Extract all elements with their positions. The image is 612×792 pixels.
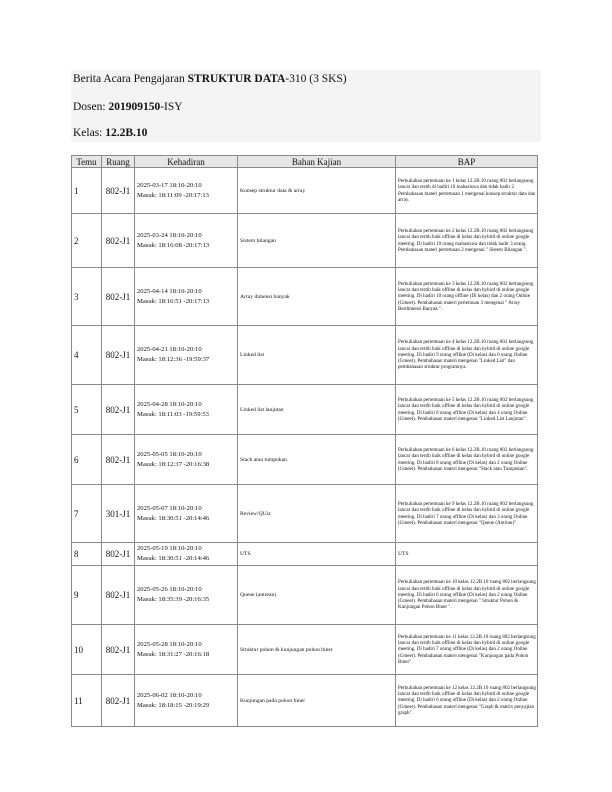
cell-kehadiran: [135, 625, 238, 675]
cell-bahan-kajian: Konsep struktur data & array: [238, 168, 396, 214]
table-row: [72, 435, 538, 485]
table-row: [72, 543, 538, 566]
table-row: [72, 268, 538, 326]
cell-bahan-kajian: Array dimensi banyak: [238, 268, 396, 326]
masuk-text: Masuk: 18:18:15 -20:19:29: [137, 701, 210, 709]
course-code: -310 (3 SKS): [285, 73, 347, 85]
cell-bap: Perkuliahan pertemuan ke 4 kelas 12.2B.10 ruang 802 berlangsung lancar dan tertib baik offline di kelas dan hybird di online google meeting. Di hadiri 9 orang offline (Di kelas) dan 0 orang Online (Gmeet). Pembahasan materi mengenai "Linked List" dan pembahasan struktur programnya.: [396, 326, 538, 385]
cell-bap: Perkuliahan pertemuan ke 5 kelas 12.2B.10 ruang 802 berlangsung lancar dan tertib baik offline di kelas dan hybird di online google meeting. Di hadiri 8 orang offline (Di kelas) dan 4 orang Online (Gmeet). Pembahasan materi mengenai "Linked List Lanjutan".: [396, 385, 538, 435]
cell-bap: Perkuliahan pertemuan ke 1 kelas 12.2B.10 ruang 802 berlangsung lancar dan tertib di hadiri 10 mahasiswa dan tidak hadir 2 Pembahasan materi pertemuan 1 mengenai konsep struktur data dan array.: [396, 168, 538, 214]
bap-table: [71, 155, 538, 727]
cell-bap: Perkuliahan pertemuan ke 12 kelas 12.2B.10 ruang 802 berlangsung lancar dan tertib baik offline di kelas dan hybird di online google meeting. Di hadiri 6 orang offline (Di kelas) dan 2 orang Online (Gmeet). Pembahasan materi mengenai "Graph & matrix penyajian graph".: [396, 675, 538, 727]
cell-bap: UTS: [396, 543, 538, 566]
cell-temu: 10: [72, 625, 102, 675]
jadwal-text: 2025-05-05 18:10-20:10: [137, 450, 202, 458]
table-row: [72, 625, 538, 675]
course-title-line: [73, 73, 347, 85]
lecturer-line: [73, 101, 183, 113]
title-prefix: Berita Acara Pengajaran: [73, 73, 188, 85]
jadwal-text: 2025-04-14 18:10-20:10: [137, 287, 202, 295]
cell-bahan-kajian: Linked list lanjutan: [238, 385, 396, 435]
cell-bahan-kajian: Review/QUiz: [238, 485, 396, 543]
cell-kehadiran: [135, 566, 238, 625]
cell-ruang: 802-J1: [102, 625, 135, 675]
jadwal-text: 2025-05-26 18:10-20:10: [137, 586, 202, 593]
jadwal-text: 2025-05-19 18:10-20:10: [137, 545, 202, 552]
jadwal-text: 2025-06-02 18:10-20:10: [137, 691, 202, 699]
cell-temu: 2: [72, 214, 102, 268]
dosen-label: Dosen:: [73, 101, 109, 113]
masuk-text: Masuk: 18:11:03 -19:59:53: [137, 410, 209, 418]
cell-bahan-kajian: Kunjungan pada pohon biner: [238, 675, 396, 727]
kelas-value: 12.2B.10: [105, 127, 148, 139]
cell-bap: Perkuliahan pertemuan ke 10 kelas 12.2B.10 ruang 802 berlangsung lancar dan tertib baik offline di kelas dan hybird di online google meeting. Di hadiri 6 orang offline (Di kelas) dan 2 orang Online (Gmeet). Pembahasan materi mengenai " Struktur Pohon & Kunjungan Pohon Biner ".: [396, 566, 538, 625]
table-row: [72, 675, 538, 727]
jadwal-text: 2025-04-21 18:10-20:10: [137, 346, 202, 353]
table-row: [72, 485, 538, 543]
dosen-suffix: -ISY: [160, 101, 183, 113]
cell-kehadiran: [135, 435, 238, 485]
col-header-temu: Temu: [72, 156, 102, 168]
cell-ruang: 802-J1: [102, 268, 135, 326]
cell-temu: 5: [72, 385, 102, 435]
cell-bahan-kajian: Sistem bilangan: [238, 214, 396, 268]
cell-ruang: 802-J1: [102, 566, 135, 625]
cell-temu: 4: [72, 326, 102, 385]
col-header-kehadiran: Kehadiran: [135, 156, 238, 168]
cell-bap: Perkuliahan pertemuan ke 9 kelas 12.2B.10 ruang 802 berlangsung lancar dan tertib baik offline di kelas dan hybird di online google meeting. Di hadiri 7 orang offline (Di kelas) dan 3 orang Online (Gmeet). Pembahasan materi mengenai "Queue (Antrian)".: [396, 485, 538, 543]
cell-kehadiran: [135, 385, 238, 435]
table-row: [72, 566, 538, 625]
masuk-text: Masuk: 18:12:37 -20:16:38: [137, 460, 210, 468]
cell-bap: Perkuliahan pertemuan ke 2 kelas 12.2B.10 ruang 802 berlangsung lancar dan tertib baik offline di kelas dan hybird di online google meeting. Di hadiri 10 orang mahasiswa dan tidak hadir 3 orang. Pembahasan materi pertemuan 2 mengenai " Sistem Bilangan ".: [396, 214, 538, 268]
table-row: [72, 168, 538, 214]
masuk-text: Masuk: 18:31:27 -20:16:18: [137, 650, 210, 658]
cell-kehadiran: [135, 485, 238, 543]
masuk-text: Masuk: 18:30:51 -20:14:46: [137, 514, 210, 522]
cell-ruang: 802-J1: [102, 214, 135, 268]
cell-bahan-kajian: UTS: [238, 543, 396, 566]
cell-kehadiran: [135, 214, 238, 268]
table-row: [72, 214, 538, 268]
cell-kehadiran: [135, 675, 238, 727]
cell-temu: 8: [72, 543, 102, 566]
kelas-label: Kelas:: [73, 127, 106, 139]
col-header-bap: BAP: [396, 156, 538, 168]
jadwal-text: 2025-03-24 18:10-20:10: [137, 231, 202, 239]
cell-ruang: 802-J1: [102, 435, 135, 485]
course-name: STRUKTUR DATA: [187, 73, 286, 85]
cell-bap: Perkuliahan pertemuan ke 3 kelas 12.2B.10 ruang 802 berlangsung lancar dan tertib baik offline di kelas dan hybird di online google meeting. Di hadiri 10 orang offline (Di kelas) dan 2 orang Online (Gmeet). Pembahasan materi pertemuan 3 mengenai " Array Berdimensi Banyak ".: [396, 268, 538, 326]
dosen-id: 201909150: [108, 101, 161, 113]
jadwal-text: 2025-03-17 18:10-20:10: [137, 181, 202, 189]
cell-temu: 1: [72, 168, 102, 214]
masuk-text: Masuk: 18:35:39 -20:16:35: [137, 596, 210, 603]
cell-temu: 3: [72, 268, 102, 326]
jadwal-text: 2025-05-07 18:10-20:10: [137, 504, 202, 512]
cell-bahan-kajian: Stack atau tumpukan: [238, 435, 396, 485]
cell-bahan-kajian: Struktur pohon & kunjungan pohon biner: [238, 625, 396, 675]
table-row: [72, 326, 538, 385]
cell-bap: Perkuliahan pertemuan ke 11 kelas 12.2B.10 ruang 802 berlangsung lancar dan tertib baik offline di kelas dan hybird di online google meeting. Di hadiri 7 orang offline (Di kelas) dan 2 orang Online (Gmeet). Pembahasan materi mengenai "Kunjungan pada Pohon Biner".: [396, 625, 538, 675]
cell-ruang: 802-J1: [102, 168, 135, 214]
cell-bap: Perkuliahan pertemuan ke 6 kelas 12.2B.10 ruang 802 berlangsung lancar dan tertib baik offline di kelas dan hybird di online google meeting. Di hadiri 8 orang offline (Di kelas) dan 2 orang Online (Gmeet). Pembahasan materi mengenai "Stack atau Tumpukan".: [396, 435, 538, 485]
cell-kehadiran: [135, 268, 238, 326]
cell-bahan-kajian: Queue (antrean): [238, 566, 396, 625]
jadwal-text: 2025-04-28 18:10-20:10: [137, 400, 202, 408]
col-header-bahan-kajian: Bahan Kajian: [238, 156, 396, 168]
cell-ruang: 802-J1: [102, 326, 135, 385]
cell-temu: 11: [72, 675, 102, 727]
cell-temu: 9: [72, 566, 102, 625]
cell-ruang: 802-J1: [102, 385, 135, 435]
class-line: [73, 127, 147, 139]
cell-ruang: 301-J1: [102, 485, 135, 543]
cell-ruang: 802-J1: [102, 675, 135, 727]
masuk-text: Masuk: 18:16:51 -20:17:13: [137, 297, 210, 305]
cell-kehadiran: [135, 168, 238, 214]
table-header-row: [72, 156, 538, 168]
cell-ruang: 802-J1: [102, 543, 135, 566]
jadwal-text: 2025-05-28 18:10-20:10: [137, 640, 202, 648]
masuk-text: Masuk: 18:16:08 -20:17:13: [137, 241, 210, 249]
col-header-ruang: Ruang: [102, 156, 135, 168]
cell-kehadiran: [135, 326, 238, 385]
cell-bahan-kajian: Linked list: [238, 326, 396, 385]
document-header: [71, 70, 541, 142]
cell-temu: 6: [72, 435, 102, 485]
table-row: [72, 385, 538, 435]
cell-temu: 7: [72, 485, 102, 543]
masuk-text: Masuk: 18:12:36 -19:59:37: [137, 356, 210, 363]
table-body: [72, 168, 538, 727]
masuk-text: Masuk: 18:30:51 -20:14:46: [137, 555, 210, 562]
masuk-text: Masuk: 18:11:09 -20:17:13: [137, 191, 209, 199]
cell-kehadiran: [135, 543, 238, 566]
